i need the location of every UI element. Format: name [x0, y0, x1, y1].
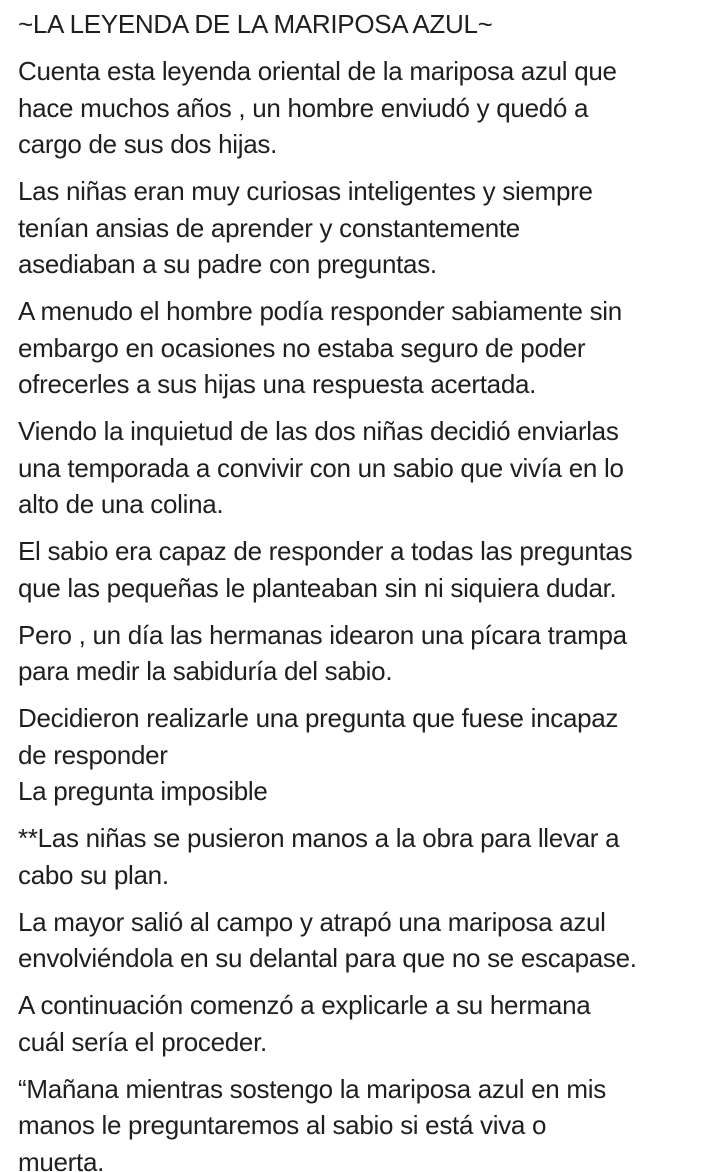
text-line: Cuenta esta leyenda oriental de la mariposa azul que [18, 56, 617, 86]
paragraph [18, 53, 709, 163]
text-line: para medir la sabiduría del sabio. [18, 656, 393, 686]
text-line: **Las niñas se pusieron manos a la obra para llevar a [18, 823, 620, 853]
text-line: muerta. [18, 1146, 105, 1172]
paragraph [18, 617, 709, 690]
text-line: manos le preguntaremos al sabio si está viva o [18, 1110, 547, 1140]
paragraph [18, 904, 709, 977]
paragraph [18, 820, 709, 893]
text-line: tenían ansias de aprender y constantemente [18, 212, 520, 243]
text-line: de responder [18, 739, 168, 770]
text-line: La mayor salió al campo y atrapó una mariposa azul [18, 906, 606, 937]
text-line: A menudo el hombre podía responder sabiamente sin [18, 296, 622, 326]
paragraph [18, 173, 709, 283]
document-title: ~LA LEYENDA DE LA MARIPOSA AZUL~ [18, 9, 493, 39]
text-line: Decidieron realizarle una pregunta que fuese incapaz [18, 703, 619, 733]
paragraph [18, 533, 709, 606]
text-line: “Mañana mientras sostengo la mariposa azul en mis [18, 1073, 606, 1104]
paragraph [18, 293, 709, 403]
text-line: A continuación comenzó a explicarle a su hermana [18, 990, 591, 1020]
text-line: cuál sería el proceder. [18, 1026, 267, 1057]
paragraph [18, 413, 709, 523]
text-line: Las niñas eran muy curiosas inteligentes y siempre [18, 176, 593, 206]
text-line: que las pequeñas le planteaban sin ni siquiera dudar. [18, 572, 617, 603]
text-line: una temporada a convivir con un sabio que vivía en lo [18, 452, 624, 483]
text-line: embargo en ocasiones no estaba seguro de poder [18, 332, 586, 363]
text-line: alto de una colina. [18, 489, 224, 519]
text-line: asediaban a su padre con preguntas. [18, 249, 437, 279]
text-line: ofrecerles a sus hijas una respuesta acertada. [18, 369, 537, 399]
text-line: hace muchos años , un hombre enviudó y quedó a [18, 92, 589, 123]
paragraph [18, 987, 709, 1060]
text-line: envolviéndola en su delantal para que no se escapase. [18, 943, 637, 973]
text-line: cabo su plan. [18, 859, 169, 890]
text-line: Pero , un día las hermanas idearon una pícara trampa [18, 619, 627, 650]
text-line: Viendo la inquietud de las dos niñas decidió enviarlas [18, 416, 619, 446]
text-line: cargo de sus dos hijas. [18, 129, 278, 159]
paragraph [18, 700, 709, 810]
paragraph [18, 1071, 709, 1172]
text-line: La pregunta imposible [18, 776, 268, 806]
text-line: El sabio era capaz de responder a todas las preguntas [18, 536, 633, 566]
